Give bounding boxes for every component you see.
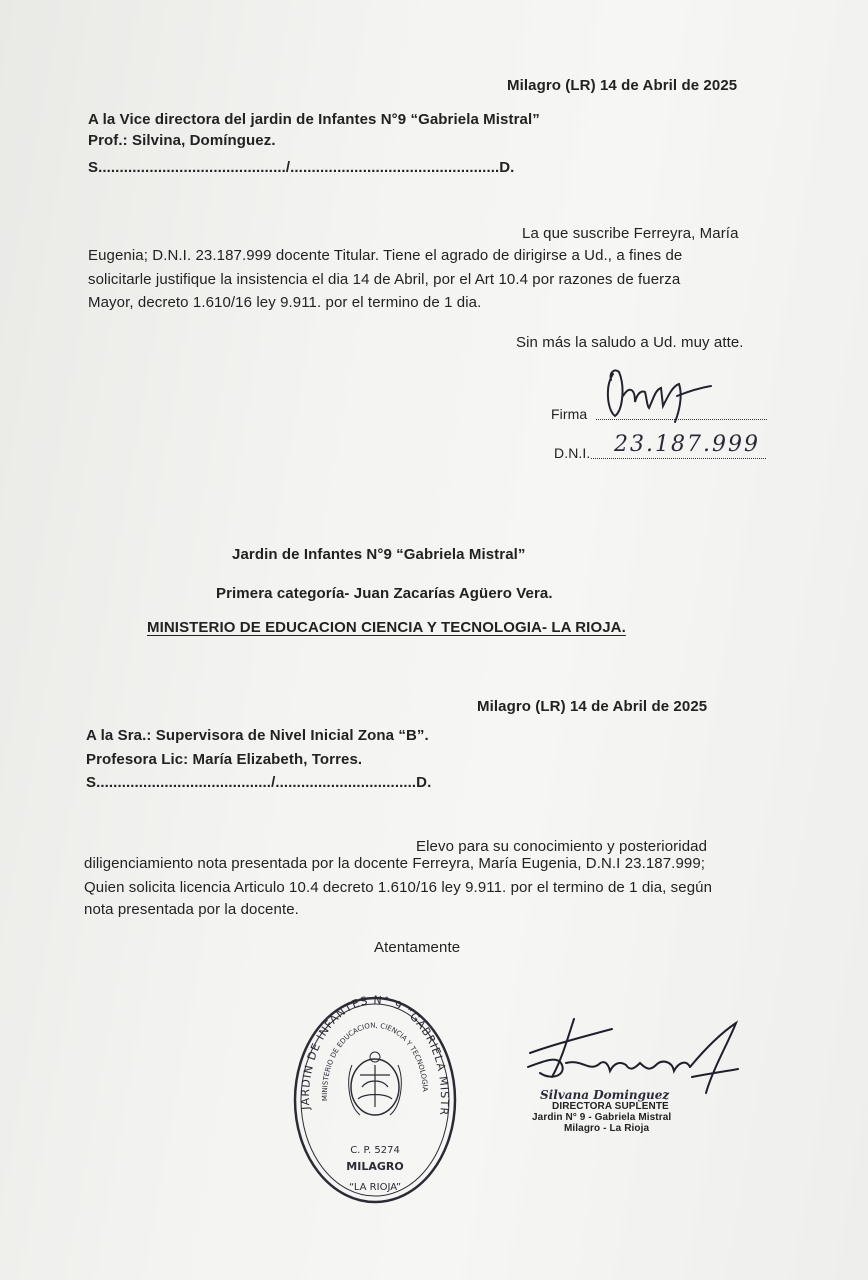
stamp-name: Silvana Dominguez (540, 1088, 670, 1102)
category-header: Primera categoría- Juan Zacarías Agüero Vera. (216, 585, 553, 602)
dni-label: D.N.I. (554, 445, 591, 461)
note2-body-line-4: nota presentada por la docente. (84, 901, 299, 918)
seal-town: MILAGRO (346, 1160, 404, 1173)
note1-body-line-3: solicitarle justifique la insistencia el dia 14 de Abril, por el Art 10.4 por razones de fuerza (88, 271, 681, 288)
note2-salutation: S........................................./.................................D. (86, 774, 432, 791)
note1-salutation: S............................................/.................................................D. (88, 159, 515, 176)
seal-outer-text: JARDIN DE INFANTES N° 9 “GABRIELA MISTRAL” (285, 985, 452, 1117)
stamp-title: DIRECTORA SUPLENTE (552, 1101, 669, 1112)
note2-addressee: A la Sra.: Supervisora de Nivel Inicial Zona “B”. (86, 727, 429, 744)
note1-body-line-4: Mayor, decreto 1.610/16 ley 9.911. por el termino de 1 dia. (88, 294, 482, 311)
note2-body-line-2: diligenciamiento nota presentada por la docente Ferreyra, María Eugenia, D.N.I 23.187.999; (84, 855, 706, 872)
note2-body-line-3: Quien solicita licencia Articulo 10.4 decreto 1.610/16 ley 9.911. por el termino de 1 dia, según (84, 879, 713, 896)
ministry-header: MINISTERIO DE EDUCACION CIENCIA Y TECNOLOGIA- LA RIOJA. (147, 619, 626, 636)
seal-province: “LA RIOJA” (348, 1182, 402, 1193)
note1-body-line-2: Eugenia; D.N.I. 23.187.999 docente Titular. Tiene el agrado de dirigirse a Ud., a fines de (88, 247, 683, 264)
school-seal (285, 985, 460, 1205)
firma-label: Firma (551, 406, 588, 422)
svg-text:JARDIN DE INFANTES N° 9 “GABRI (286, 985, 451, 1116)
dni-dotted-line (591, 458, 766, 459)
seal-cp: C. P. 5274 (350, 1145, 400, 1156)
seal-coat-of-arms (349, 1052, 402, 1115)
firma-signature (595, 366, 725, 426)
note2-date: Milagro (LR) 14 de Abril de 2025 (477, 698, 708, 715)
note2-prof: Profesora Lic: María Elizabeth, Torres. (86, 751, 363, 768)
note1-body-line-1: La que suscribe Ferreyra, María (522, 225, 739, 242)
note1-closing: Sin más la saludo a Ud. muy atte. (516, 334, 744, 351)
note1-addressee: A la Vice directora del jardin de Infantes N°9 “Gabriela Mistral” (88, 111, 540, 128)
note2-body-line-1: Elevo para su conocimiento y posterioridad (416, 838, 708, 855)
note1-prof: Prof.: Silvina, Domínguez. (88, 132, 276, 149)
seal-inner-text: MINISTERIO DE EDUCACION, CIENCIA Y TECNOLOGIA (320, 1021, 430, 1102)
stamp-school: Jardin N° 9 - Gabriela Mistral (532, 1112, 672, 1123)
director-signature (522, 1015, 742, 1095)
dni-handwritten: 23.187.999 (614, 432, 760, 457)
stamp-place: Milagro - La Rioja (564, 1123, 650, 1134)
note1-date: Milagro (LR) 14 de Abril de 2025 (507, 77, 738, 94)
note2-closing: Atentamente (374, 939, 461, 956)
school-header: Jardin de Infantes N°9 “Gabriela Mistral” (232, 546, 526, 563)
